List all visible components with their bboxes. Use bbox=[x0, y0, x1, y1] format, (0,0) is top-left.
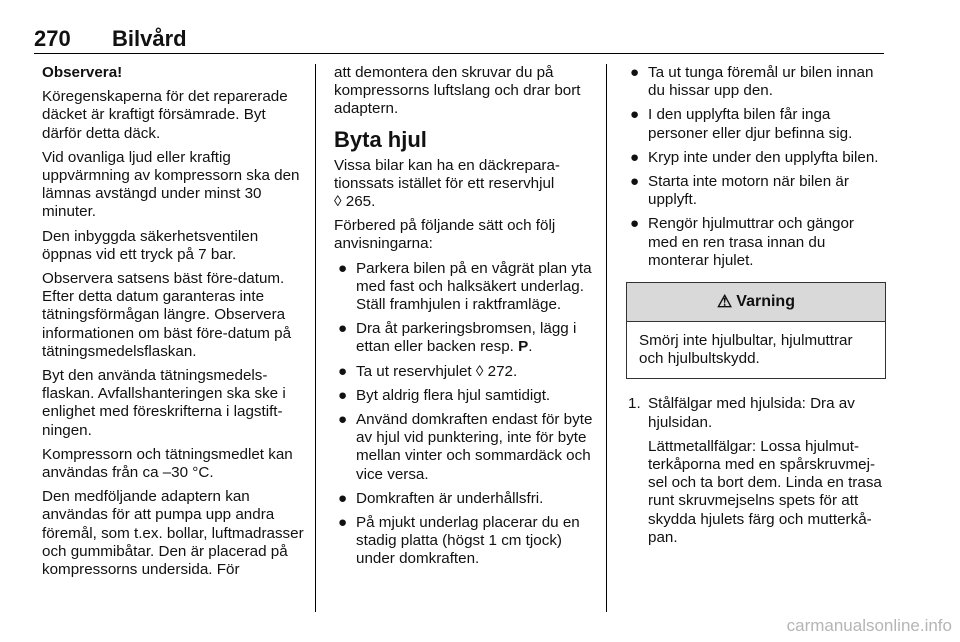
bullet-icon: ● bbox=[630, 64, 640, 81]
list-item bbox=[334, 411, 596, 484]
list-item bbox=[334, 260, 596, 315]
list-item-text: På mjukt underlag placerar du en stadig platta (högst 1 cm tjock) under domkraften. bbox=[356, 514, 580, 568]
list-item-text: Parkera bilen på en vågrät plan yta med fast och halksäkert underlag. Ställ framhjulen i raktframläge. bbox=[356, 259, 592, 314]
step-text: Lättmetallfälgar: Lossa hjulmutterkåporna med en spårskruvmejsel och ta bort dem. Linda en trasa runt skruvmejselns spets för att skydda hjulets färg och mutterkåpan. bbox=[648, 437, 882, 546]
list-item-end: . bbox=[528, 338, 533, 356]
paragraph: Vid ovanliga ljud eller kraftig uppvärmning av kompressorn ska den lämnas avstängd under minst 30 minuter. bbox=[42, 148, 300, 221]
step-item bbox=[626, 395, 886, 547]
warning-header bbox=[627, 283, 885, 322]
watermark: carmanualsonline.info bbox=[786, 616, 952, 635]
column-2 bbox=[334, 64, 596, 575]
page-reference[interactable]: 272. bbox=[487, 362, 518, 380]
gear-letter: P bbox=[518, 338, 529, 356]
warning-triangle-icon: ⚠ bbox=[717, 291, 733, 311]
page-reference[interactable]: 265. bbox=[345, 193, 376, 211]
bullet-icon: ● bbox=[338, 386, 348, 404]
list-item-text: Kryp inte under den upplyfta bilen. bbox=[648, 148, 879, 166]
paragraph: Kompressorn och tätningsmedlet kan användas från ca –30 °C. bbox=[42, 445, 293, 482]
list-item-text: Starta inte motorn när bilen är upplyft. bbox=[648, 173, 849, 209]
list-item-text: Ta ut tunga föremål ur bilen innan du hissar upp den. bbox=[648, 64, 874, 100]
intro-paragraph bbox=[334, 157, 596, 212]
note-title: Observera! bbox=[42, 64, 123, 81]
bullet-icon: ● bbox=[338, 362, 348, 380]
step-number: 1. bbox=[628, 395, 641, 413]
intro-text: Vissa bilar kan ha en däckreparationssats istället för ett reservhjul bbox=[334, 156, 560, 192]
bullet-icon: ● bbox=[630, 106, 640, 124]
column-1 bbox=[42, 64, 308, 585]
list-item bbox=[334, 490, 596, 508]
paragraph: Den inbyggda säkerhetsventilen öppnas vid ett tryck på 7 bar. bbox=[42, 227, 259, 263]
list-item bbox=[626, 106, 886, 142]
list-item bbox=[626, 173, 886, 209]
column-divider bbox=[315, 64, 316, 612]
list-item-text: Domkraften är underhållsfri. bbox=[356, 489, 544, 507]
reference-arrow-icon: ◊ bbox=[334, 193, 342, 211]
warning-title: Varning bbox=[736, 292, 795, 310]
paragraph: Förbered på följande sätt och följ anvisningarna: bbox=[334, 217, 556, 253]
list-item-text: I den upplyfta bilen får inga personer eller djur befinna sig. bbox=[648, 106, 853, 142]
paragraph: Köregenskaperna för det reparerade däcket är kraftigt försämrade. Byt därför detta däck. bbox=[42, 88, 288, 142]
step-text: Stålfälgar med hjulsida: Dra av hjulsidan. bbox=[648, 395, 855, 431]
section-title: Bilvård bbox=[112, 26, 187, 51]
list-item bbox=[334, 387, 596, 405]
list-item bbox=[626, 149, 886, 167]
paragraph: att demontera den skruvar du på kompressorns luftslang och drar bort adaptern. bbox=[334, 64, 581, 118]
page-number: 270 bbox=[34, 26, 71, 51]
warning-box bbox=[626, 282, 886, 379]
step-list bbox=[626, 395, 886, 547]
list-item bbox=[626, 215, 886, 270]
reference-arrow-icon: ◊ bbox=[475, 362, 484, 380]
list-item-text: Byt aldrig flera hjul samtidigt. bbox=[356, 386, 551, 404]
bullet-icon: ● bbox=[338, 514, 348, 532]
bullet-icon: ● bbox=[338, 411, 348, 429]
list-item-text: Ta ut reservhjulet bbox=[356, 362, 472, 380]
column-3 bbox=[626, 64, 886, 553]
list-item bbox=[334, 320, 596, 356]
bullet-list bbox=[626, 64, 886, 270]
list-item-text: Dra åt parkeringsbromsen, lägg i ettan eller backen resp. bbox=[356, 320, 577, 356]
list-item bbox=[334, 363, 596, 381]
bullet-icon: ● bbox=[338, 489, 348, 507]
bullet-icon: ● bbox=[630, 173, 640, 191]
section-heading: Byta hjul bbox=[334, 126, 427, 152]
column-divider bbox=[606, 64, 607, 612]
bullet-icon: ● bbox=[338, 259, 348, 277]
bullet-icon: ● bbox=[338, 320, 348, 338]
list-item bbox=[334, 514, 596, 569]
bullet-icon: ● bbox=[630, 215, 640, 233]
paragraph: Den medföljande adaptern kan användas för att pumpa upp andra föremål, som t.ex. bollar, luftmadrasser och gummibåtar. Den är placerad på kompressorns undersida. För bbox=[42, 488, 304, 579]
header-rule bbox=[34, 53, 884, 54]
list-item-text: Rengör hjulmuttrar och gängor med en ren trasa innan du monterar hjulet. bbox=[648, 215, 854, 269]
paragraph: Byt den använda tätningsmedelsflaskan. Avfallshanteringen ska ske i enlighet med föreskrifterna i lagstiftningen. bbox=[42, 367, 286, 439]
warning-body: Smörj inte hjulbultar, hjulmuttrar och hjulbultskydd. bbox=[639, 332, 853, 368]
bullet-list bbox=[334, 260, 596, 569]
paragraph: Observera satsens bäst före-datum. Efter detta datum garanteras inte tätningsförmågan längre. Observera informationen om bäst före-datum på tätningsmedelsflaskan. bbox=[42, 270, 292, 360]
bullet-icon: ● bbox=[630, 148, 640, 166]
list-item-text: Använd domkraften endast för byte av hjul vid punktering, inte för byte mellan vinter och sommardäck och vice versa. bbox=[356, 411, 593, 483]
list-item bbox=[626, 64, 886, 100]
